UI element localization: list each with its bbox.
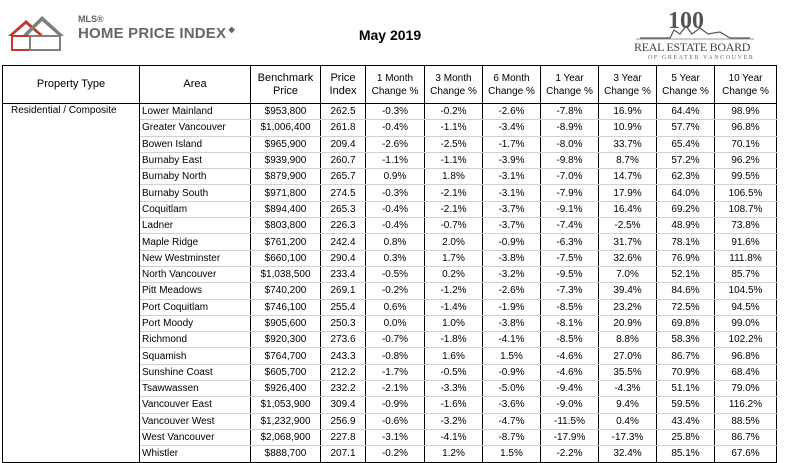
value-cell: -7.4%: [541, 218, 599, 234]
area-cell: Ladner: [140, 218, 251, 234]
value-cell: -0.4%: [366, 201, 425, 217]
value-cell: 99.0%: [715, 315, 777, 331]
value-cell: -1.6%: [425, 397, 483, 413]
value-cell: -0.2%: [366, 283, 425, 299]
value-cell: -0.9%: [483, 234, 541, 250]
value-cell: -0.7%: [366, 332, 425, 348]
value-cell: 256.9: [321, 413, 366, 429]
value-cell: -3.1%: [366, 429, 425, 445]
area-cell: Burnaby North: [140, 169, 251, 185]
value-cell: 290.4: [321, 250, 366, 266]
value-cell: 207.1: [321, 446, 366, 462]
value-cell: -3.7%: [483, 218, 541, 234]
value-cell: 43.4%: [657, 413, 715, 429]
value-cell: -0.3%: [366, 185, 425, 201]
value-cell: $888,700: [251, 446, 321, 462]
value-cell: -3.1%: [483, 185, 541, 201]
value-cell: -9.4%: [541, 381, 599, 397]
value-cell: 25.8%: [657, 429, 715, 445]
value-cell: $926,400: [251, 381, 321, 397]
value-cell: -8.5%: [541, 332, 599, 348]
value-cell: $761,200: [251, 234, 321, 250]
header-6-month-change: 6 Month Change %: [483, 66, 541, 104]
value-cell: 261.8: [321, 120, 366, 136]
value-cell: 0.8%: [366, 234, 425, 250]
area-cell: West Vancouver: [140, 429, 251, 445]
value-cell: 85.7%: [715, 266, 777, 282]
value-cell: -1.1%: [366, 152, 425, 168]
value-cell: -2.2%: [541, 446, 599, 462]
value-cell: -1.8%: [425, 332, 483, 348]
value-cell: 57.2%: [657, 152, 715, 168]
value-cell: 58.3%: [657, 332, 715, 348]
value-cell: $953,800: [251, 104, 321, 120]
value-cell: 104.5%: [715, 283, 777, 299]
area-cell: Squamish: [140, 348, 251, 364]
value-cell: 96.8%: [715, 120, 777, 136]
value-cell: -4.7%: [483, 413, 541, 429]
value-cell: $605,700: [251, 364, 321, 380]
value-cell: 1.7%: [425, 250, 483, 266]
value-cell: -0.4%: [366, 120, 425, 136]
value-cell: -2.5%: [425, 136, 483, 152]
value-cell: $660,100: [251, 250, 321, 266]
table-header: [3, 66, 777, 104]
value-cell: $1,038,500: [251, 266, 321, 282]
value-cell: 70.9%: [657, 364, 715, 380]
area-cell: Vancouver East: [140, 397, 251, 413]
value-cell: -8.1%: [541, 315, 599, 331]
value-cell: 79.0%: [715, 381, 777, 397]
table-row: [3, 104, 777, 120]
value-cell: 88.5%: [715, 413, 777, 429]
value-cell: -3.3%: [425, 381, 483, 397]
header-property-type: Property Type: [3, 66, 140, 104]
value-cell: $803,800: [251, 218, 321, 234]
header-5-year-change: 5 Year Change %: [657, 66, 715, 104]
value-cell: $2,068,900: [251, 429, 321, 445]
value-cell: $894,400: [251, 201, 321, 217]
value-cell: 8.7%: [599, 152, 657, 168]
value-cell: 1.5%: [483, 446, 541, 462]
value-cell: -2.6%: [483, 104, 541, 120]
value-cell: 0.6%: [366, 299, 425, 315]
value-cell: 64.0%: [657, 185, 715, 201]
value-cell: -1.4%: [425, 299, 483, 315]
area-cell: Tsawwassen: [140, 381, 251, 397]
value-cell: 64.4%: [657, 104, 715, 120]
table-body: [3, 104, 777, 463]
hpi-title-text: HOME PRICE INDEX: [78, 25, 227, 42]
value-cell: -9.8%: [541, 152, 599, 168]
value-cell: $1,006,400: [251, 120, 321, 136]
value-cell: 32.4%: [599, 446, 657, 462]
value-cell: 273.6: [321, 332, 366, 348]
area-cell: Lower Mainland: [140, 104, 251, 120]
value-cell: 116.2%: [715, 397, 777, 413]
value-cell: 94.5%: [715, 299, 777, 315]
area-cell: Port Coquitlam: [140, 299, 251, 315]
value-cell: -1.7%: [366, 364, 425, 380]
value-cell: 96.2%: [715, 152, 777, 168]
value-cell: 96.8%: [715, 348, 777, 364]
header-1-month-change: 1 Month Change %: [366, 66, 425, 104]
value-cell: 233.4: [321, 266, 366, 282]
value-cell: -7.3%: [541, 283, 599, 299]
value-cell: 16.4%: [599, 201, 657, 217]
area-cell: Sunshine Coast: [140, 364, 251, 380]
value-cell: 309.4: [321, 397, 366, 413]
area-cell: Richmond: [140, 332, 251, 348]
value-cell: 1.2%: [425, 446, 483, 462]
value-cell: 76.9%: [657, 250, 715, 266]
value-cell: -1.1%: [425, 152, 483, 168]
value-cell: -3.6%: [483, 397, 541, 413]
value-cell: 16.9%: [599, 104, 657, 120]
value-cell: -2.1%: [425, 185, 483, 201]
value-cell: 0.2%: [425, 266, 483, 282]
value-cell: 102.2%: [715, 332, 777, 348]
value-cell: -2.5%: [599, 218, 657, 234]
value-cell: 98.9%: [715, 104, 777, 120]
area-cell: Burnaby East: [140, 152, 251, 168]
value-cell: 52.1%: [657, 266, 715, 282]
value-cell: 8.8%: [599, 332, 657, 348]
header-benchmark-price: Benchmark Price: [251, 66, 321, 104]
value-cell: 51.1%: [657, 381, 715, 397]
header-10-year-change: 10 Year Change %: [715, 66, 777, 104]
anniversary-number: 100: [668, 8, 704, 34]
area-cell: Whistler: [140, 446, 251, 462]
value-cell: -8.7%: [483, 429, 541, 445]
value-cell: $879,900: [251, 169, 321, 185]
value-cell: $746,100: [251, 299, 321, 315]
value-cell: -3.7%: [483, 201, 541, 217]
value-cell: -1.7%: [483, 136, 541, 152]
value-cell: 0.0%: [366, 315, 425, 331]
value-cell: 7.0%: [599, 266, 657, 282]
value-cell: -1.1%: [425, 120, 483, 136]
area-cell: Maple Ridge: [140, 234, 251, 250]
value-cell: 232.2: [321, 381, 366, 397]
value-cell: 0.9%: [366, 169, 425, 185]
value-cell: 2.0%: [425, 234, 483, 250]
value-cell: 9.4%: [599, 397, 657, 413]
value-cell: -3.4%: [483, 120, 541, 136]
value-cell: -17.3%: [599, 429, 657, 445]
hpi-title: [78, 25, 235, 42]
value-cell: -3.9%: [483, 152, 541, 168]
value-cell: -0.5%: [425, 364, 483, 380]
mls-mark: MLS®: [78, 14, 104, 24]
report-header: [0, 0, 794, 66]
property-type-cell: Residential / Composite: [3, 104, 140, 463]
value-cell: -4.3%: [599, 381, 657, 397]
value-cell: 20.9%: [599, 315, 657, 331]
value-cell: 57.7%: [657, 120, 715, 136]
mls-hpi-logo: [6, 6, 236, 56]
value-cell: -0.9%: [483, 364, 541, 380]
value-cell: 59.5%: [657, 397, 715, 413]
value-cell: $740,200: [251, 283, 321, 299]
area-cell: North Vancouver: [140, 266, 251, 282]
value-cell: 243.3: [321, 348, 366, 364]
value-cell: 255.4: [321, 299, 366, 315]
header-1-year-change: 1 Year Change %: [541, 66, 599, 104]
value-cell: -0.8%: [366, 348, 425, 364]
value-cell: -3.1%: [483, 169, 541, 185]
value-cell: 33.7%: [599, 136, 657, 152]
value-cell: 209.4: [321, 136, 366, 152]
value-cell: -5.0%: [483, 381, 541, 397]
value-cell: $920,300: [251, 332, 321, 348]
value-cell: -0.2%: [366, 446, 425, 462]
value-cell: -8.5%: [541, 299, 599, 315]
value-cell: $1,232,900: [251, 413, 321, 429]
area-cell: Port Moody: [140, 315, 251, 331]
value-cell: 73.8%: [715, 218, 777, 234]
value-cell: -0.2%: [425, 104, 483, 120]
value-cell: -0.6%: [366, 413, 425, 429]
value-cell: 274.5: [321, 185, 366, 201]
value-cell: -3.2%: [483, 266, 541, 282]
value-cell: -4.6%: [541, 364, 599, 380]
board-subtitle: OF GREATER VANCOUVER: [648, 55, 755, 61]
value-cell: -0.4%: [366, 218, 425, 234]
area-cell: Vancouver West: [140, 413, 251, 429]
value-cell: 111.8%: [715, 250, 777, 266]
value-cell: -0.9%: [366, 397, 425, 413]
value-cell: 0.3%: [366, 250, 425, 266]
value-cell: -6.3%: [541, 234, 599, 250]
value-cell: 106.5%: [715, 185, 777, 201]
value-cell: 265.3: [321, 201, 366, 217]
value-cell: -4.6%: [541, 348, 599, 364]
header-price-index: Price Index: [321, 66, 366, 104]
value-cell: 69.8%: [657, 315, 715, 331]
value-cell: 269.1: [321, 283, 366, 299]
board-name: REAL ESTATE BOARD: [634, 40, 751, 54]
skyline-icon: [630, 4, 760, 44]
value-cell: 62.3%: [657, 169, 715, 185]
value-cell: 262.5: [321, 104, 366, 120]
value-cell: 78.1%: [657, 234, 715, 250]
value-cell: 227.8: [321, 429, 366, 445]
value-cell: 84.6%: [657, 283, 715, 299]
value-cell: 250.3: [321, 315, 366, 331]
value-cell: 85.1%: [657, 446, 715, 462]
value-cell: 99.5%: [715, 169, 777, 185]
value-cell: 65.4%: [657, 136, 715, 152]
value-cell: -4.1%: [483, 332, 541, 348]
value-cell: 17.9%: [599, 185, 657, 201]
value-cell: -9.1%: [541, 201, 599, 217]
value-cell: 86.7%: [657, 348, 715, 364]
value-cell: 27.0%: [599, 348, 657, 364]
value-cell: -0.5%: [366, 266, 425, 282]
value-cell: -11.5%: [541, 413, 599, 429]
header-3-month-change: 3 Month Change %: [425, 66, 483, 104]
value-cell: 68.4%: [715, 364, 777, 380]
value-cell: $1,053,900: [251, 397, 321, 413]
value-cell: 260.7: [321, 152, 366, 168]
value-cell: 31.7%: [599, 234, 657, 250]
area-cell: New Westminster: [140, 250, 251, 266]
value-cell: 0.4%: [599, 413, 657, 429]
value-cell: 1.5%: [483, 348, 541, 364]
header-3-year-change: 3 Year Change %: [599, 66, 657, 104]
value-cell: $939,900: [251, 152, 321, 168]
report-date: May 2019: [358, 27, 422, 43]
value-cell: -17.9%: [541, 429, 599, 445]
value-cell: -9.5%: [541, 266, 599, 282]
value-cell: 91.6%: [715, 234, 777, 250]
value-cell: -8.0%: [541, 136, 599, 152]
value-cell: -9.0%: [541, 397, 599, 413]
value-cell: 242.4: [321, 234, 366, 250]
value-cell: 48.9%: [657, 218, 715, 234]
houses-logo-icon: [6, 12, 70, 52]
value-cell: -2.1%: [425, 201, 483, 217]
value-cell: 86.7%: [715, 429, 777, 445]
value-cell: -0.7%: [425, 218, 483, 234]
area-cell: Burnaby South: [140, 185, 251, 201]
value-cell: -2.1%: [366, 381, 425, 397]
value-cell: -1.2%: [425, 283, 483, 299]
value-cell: -8.9%: [541, 120, 599, 136]
value-cell: -3.2%: [425, 413, 483, 429]
value-cell: 23.2%: [599, 299, 657, 315]
value-cell: -7.0%: [541, 169, 599, 185]
value-cell: 39.4%: [599, 283, 657, 299]
value-cell: 10.9%: [599, 120, 657, 136]
value-cell: $905,600: [251, 315, 321, 331]
value-cell: 1.6%: [425, 348, 483, 364]
diamond-icon: ◆: [226, 25, 236, 34]
value-cell: -3.8%: [483, 315, 541, 331]
value-cell: -4.1%: [425, 429, 483, 445]
value-cell: 226.3: [321, 218, 366, 234]
value-cell: -2.6%: [483, 283, 541, 299]
value-cell: 67.6%: [715, 446, 777, 462]
hpi-table: [2, 65, 777, 463]
value-cell: 265.7: [321, 169, 366, 185]
value-cell: 14.7%: [599, 169, 657, 185]
value-cell: 35.5%: [599, 364, 657, 380]
value-cell: 1.0%: [425, 315, 483, 331]
value-cell: -7.9%: [541, 185, 599, 201]
area-cell: Greater Vancouver: [140, 120, 251, 136]
value-cell: -3.8%: [483, 250, 541, 266]
value-cell: $971,800: [251, 185, 321, 201]
value-cell: -2.6%: [366, 136, 425, 152]
value-cell: -1.9%: [483, 299, 541, 315]
real-estate-board-logo: [630, 4, 760, 64]
header-area: Area: [140, 66, 251, 104]
value-cell: 108.7%: [715, 201, 777, 217]
value-cell: 72.5%: [657, 299, 715, 315]
value-cell: 212.2: [321, 364, 366, 380]
area-cell: Coquitlam: [140, 201, 251, 217]
value-cell: 1.8%: [425, 169, 483, 185]
value-cell: -0.3%: [366, 104, 425, 120]
area-cell: Pitt Meadows: [140, 283, 251, 299]
area-cell: Bowen Island: [140, 136, 251, 152]
value-cell: $965,900: [251, 136, 321, 152]
value-cell: -7.5%: [541, 250, 599, 266]
value-cell: $764,700: [251, 348, 321, 364]
value-cell: 32.6%: [599, 250, 657, 266]
value-cell: 69.2%: [657, 201, 715, 217]
value-cell: 70.1%: [715, 136, 777, 152]
value-cell: -7.8%: [541, 104, 599, 120]
